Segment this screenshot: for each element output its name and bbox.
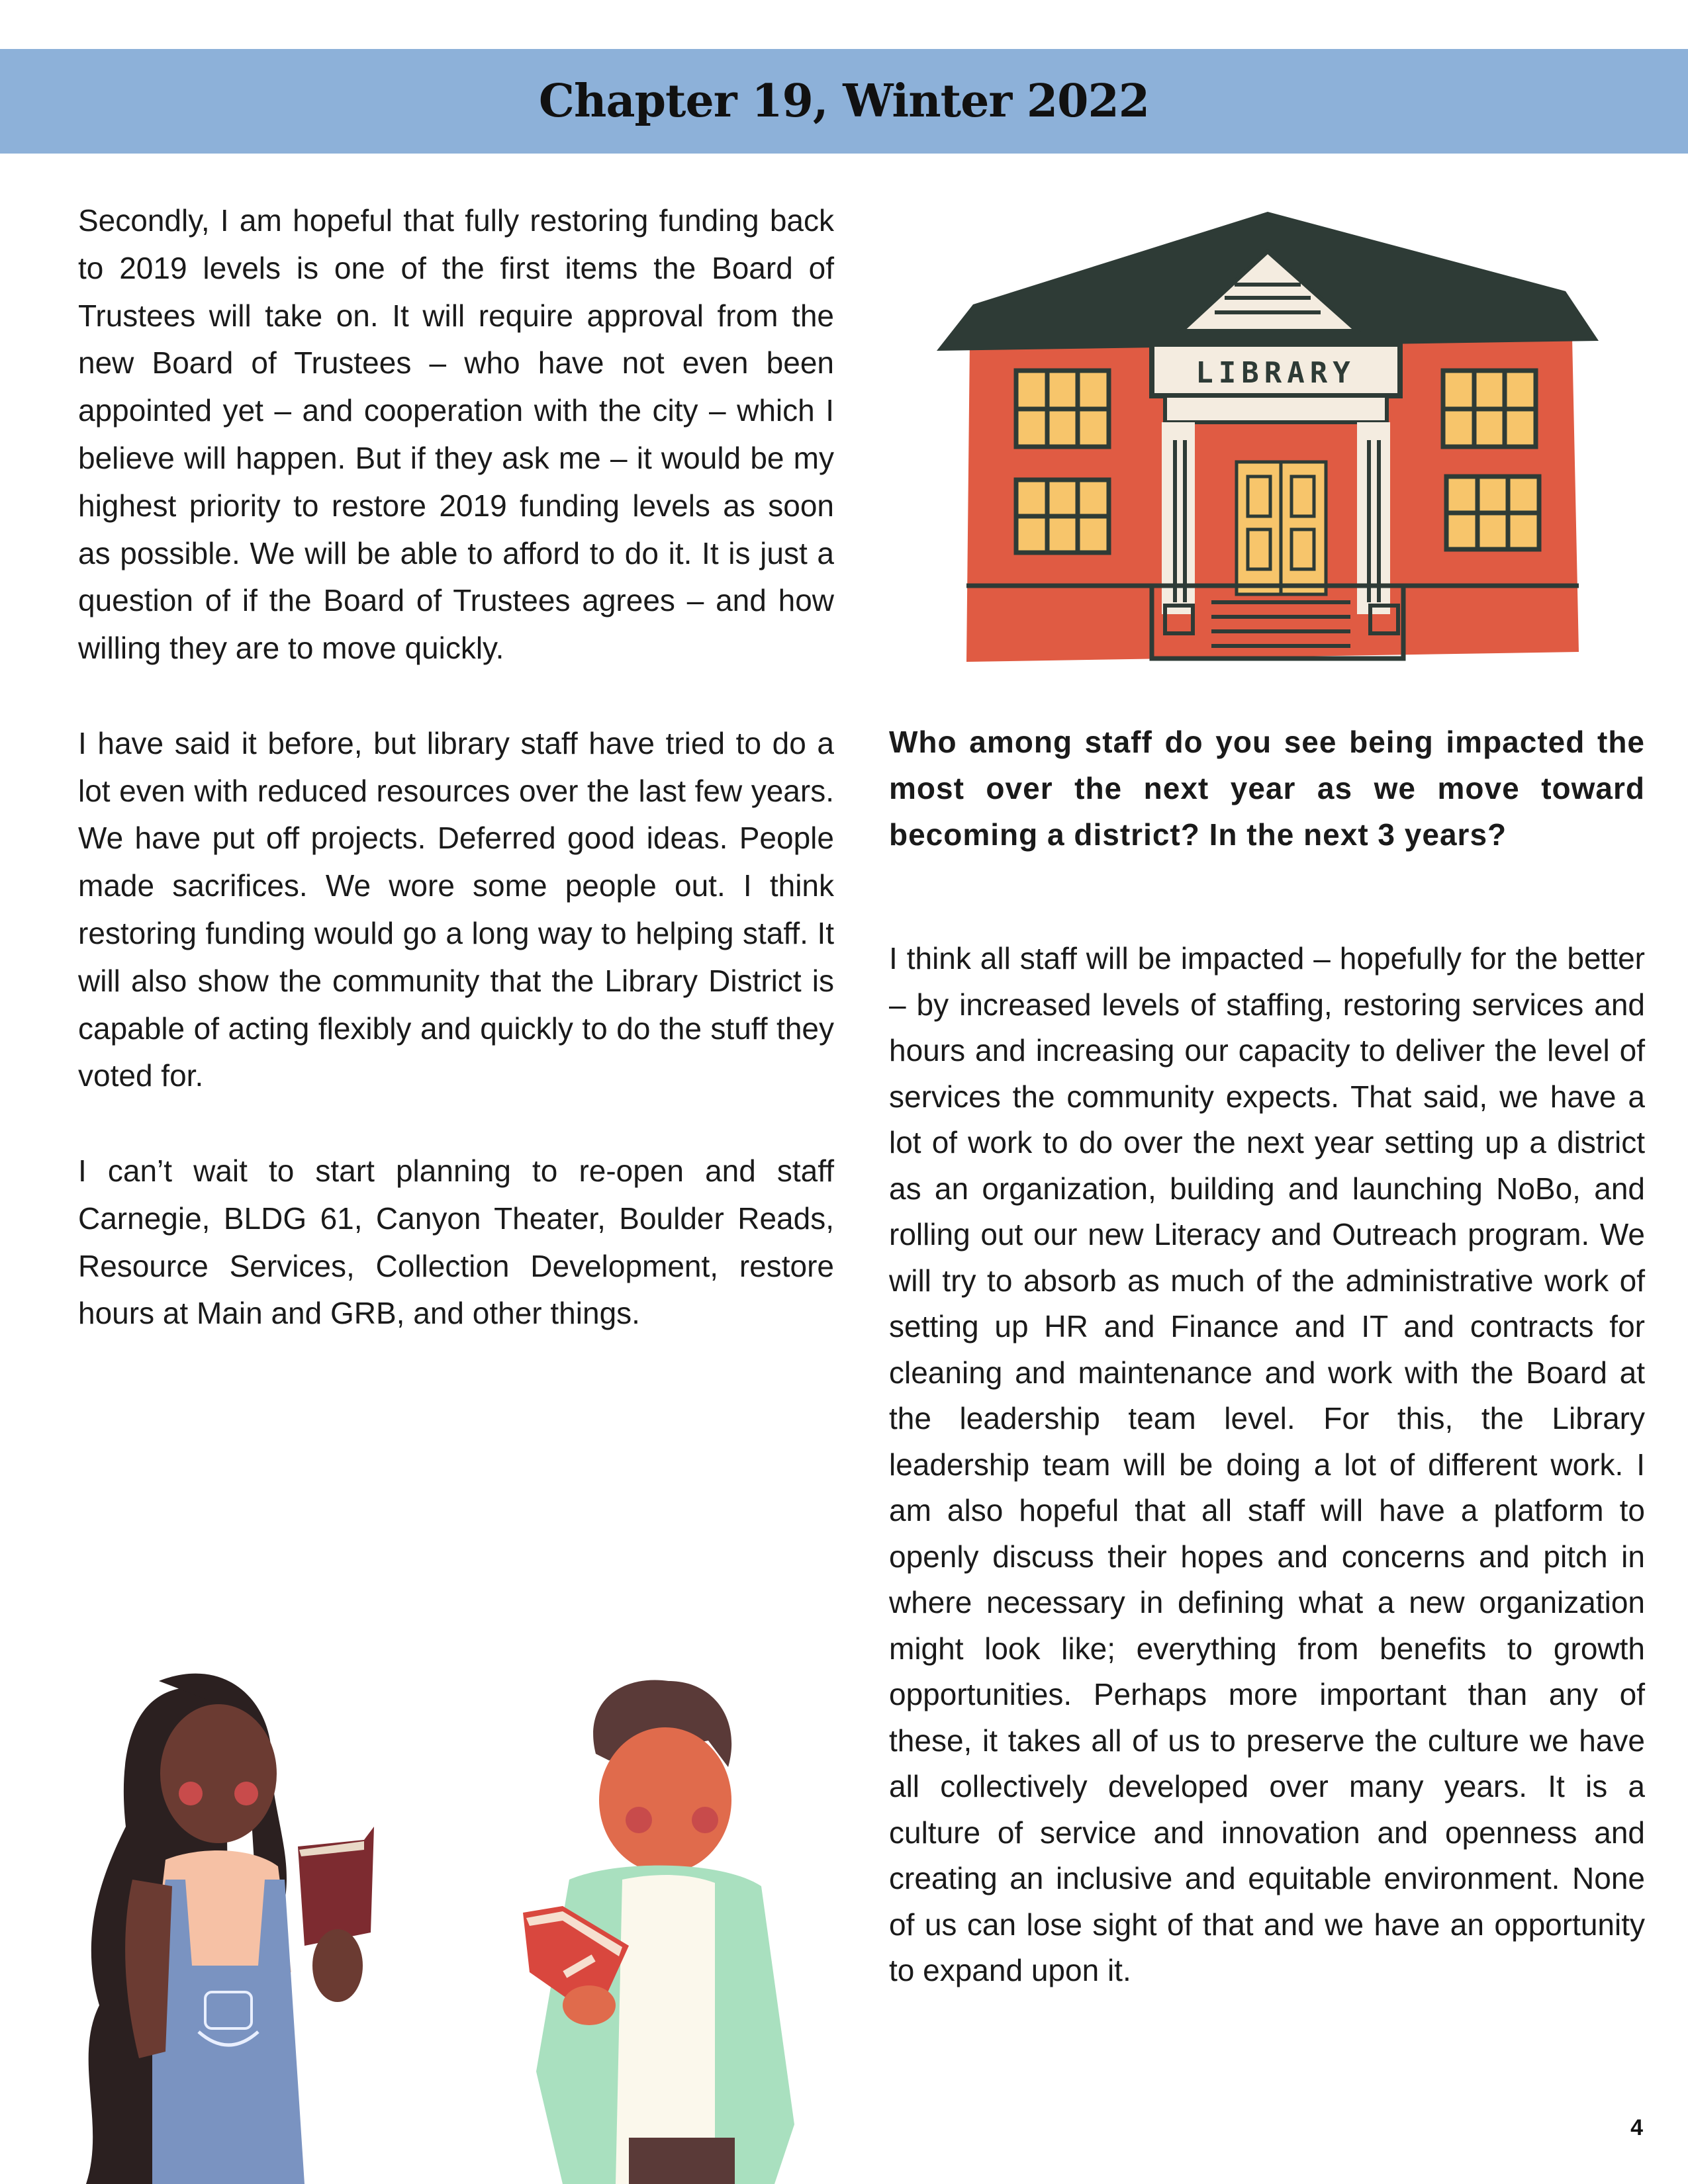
chapter-banner [0, 49, 1688, 154]
page-title: Chapter 19, Winter 2022 [538, 75, 1150, 128]
interview-question: Who among staff do you see being impacted the most over the next year as we move toward becoming a district? In the next 3 years? [889, 725, 1645, 852]
paragraph: I have said it before, but library staff have tried to do a lot even with reduced resources over the last few years. We have put off projects. Deferred good ideas. People made sacrifices. We wore some people out. I think restoring funding would go a long way to helping staff. It will also show the community that the Library District is capable of acting flexibly and quickly to do the stuff they voted for. [78, 725, 834, 1093]
library-building-illustration [933, 212, 1609, 668]
boy-shirt [616, 1875, 715, 2184]
boy-face [599, 1727, 731, 1873]
paragraph: I can’t wait to start planning to re-open and staff Carnegie, BLDG 61, Canyon Theater, Boulder Reads, Resource Services, Collection Development, restore hours at Main and GRB, and other things. [78, 1153, 834, 1331]
kids-reading-illustration [60, 1661, 821, 2184]
left-column [78, 197, 834, 1338]
page-number: 4 [1630, 2115, 1643, 2140]
interview-answer: I think all staff will be impacted – hopefully for the better – by increased levels of staffing, restoring services and hours and increasing our capacity to deliver the level of services the community expects. That said, we have a lot of work to do over the next year setting up a district as an organization, building and launching NoBo, and rolling out our new Literacy and Outreach program. We will try to absorb as much of the administrative work of setting up HR and Finance and IT and contracts for cleaning and maintenance and work with the Board at the leadership team level. For this, the Library leadership team will be doing a lot of different work. I am also hopeful that all staff will have a platform to openly discuss their hopes and concerns and pitch in where necessary in defining what a new organization might look like; everything from benefits to growth opportunities. Perhaps more important than any of these, it takes all of us to preserve the culture we have all collectively developed over many years. It is a culture of service and innovation and openness and creating an inclusive and equitable environment. None of us can lose sight of that and we have an opportunity to expand upon it. [889, 941, 1645, 1987]
library-sign-text: LIBRARY [1196, 356, 1356, 390]
paragraph: Secondly, I am hopeful that fully restoring funding back to 2019 levels is one of the first items the Board of Trustees will take on. It will require approval from the new Board of Trustees – who have not even been appointed yet – and cooperation with the city – which I believe will happen. But if they ask me – it would be my highest priority to restore 2019 funding levels as soon as possible. We will be able to afford to do it. It is just a question of if the Board of Trustees agrees – and how willing they are to move quickly. [78, 203, 834, 666]
girl-face [160, 1704, 277, 1843]
